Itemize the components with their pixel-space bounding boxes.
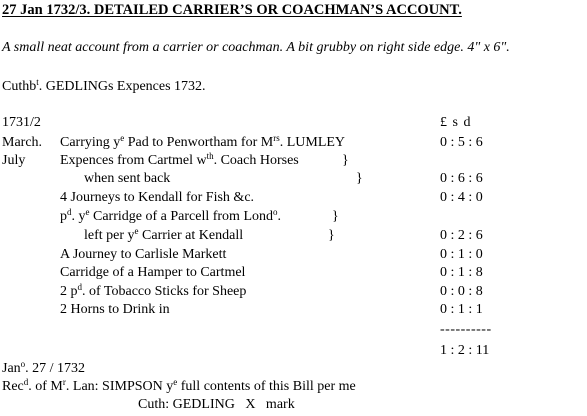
superscript-text: e [120, 133, 125, 143]
entry-text: Carridge of a Parcell from Lond [89, 209, 273, 224]
entry-text: 4 Journeys to Kendall for Fish &c. [60, 190, 255, 205]
entry-brace: } [356, 171, 363, 186]
entry-description [60, 191, 254, 205]
entry-text: . of M [28, 379, 63, 394]
entry-description [60, 133, 346, 150]
entry-text: p [60, 209, 67, 224]
entry-amount: 0 : 6 : 6 [440, 171, 483, 186]
entry-text: . y [71, 209, 86, 224]
entry-text: Carrying y [60, 135, 121, 150]
entry-description [60, 248, 226, 262]
entry-text: when sent back [84, 171, 171, 186]
entry-month: July [2, 153, 26, 168]
superscript-text: d [77, 282, 82, 292]
entry-amount: 0 : 1 : 1 [440, 302, 483, 317]
entry-amount: 0 : 1 : 8 [440, 265, 483, 280]
superscript-text: o [273, 207, 278, 217]
footer-date-pre: Jan [2, 361, 21, 376]
entry-month: March. [2, 135, 43, 150]
currency-header: £ s d [440, 115, 471, 130]
receipt-line [2, 377, 356, 394]
year-label: 1731/2 [2, 115, 41, 130]
heading-pre: Cuthb [2, 79, 37, 94]
superscript-text: e [85, 207, 90, 217]
dash-line: ---------- [440, 322, 492, 337]
superscript-text: th [206, 151, 214, 161]
entry-description [60, 207, 281, 224]
entry-text: 2 p [60, 284, 78, 299]
entry-brace: } [328, 228, 335, 243]
entry-text: Rec [2, 379, 24, 394]
document-description: A small neat account from a carrier or coachman. A bit grubby on right side edge. 4" x 6". [2, 40, 510, 55]
entry-text: . LUMLEY [279, 135, 346, 150]
entry-text: Carrier at Kendall [138, 228, 244, 243]
entry-text: A Journey to Carlisle Markett [60, 247, 227, 262]
entry-text: . [277, 209, 281, 224]
entry-text: . Coach Horses [213, 153, 299, 168]
entry-description [60, 303, 170, 317]
entry-text: full contents of this Bill per me [177, 379, 356, 394]
entry-text: . Lan: SIMPSON y [65, 379, 174, 394]
entry-description [60, 282, 247, 299]
signature-line: Cuth: GEDLING X mark [138, 397, 295, 412]
entry-description [84, 172, 170, 186]
entry-text: Pad to Penwortham for M [124, 135, 274, 150]
footer-date-sup: o [20, 359, 26, 369]
entry-text: 2 Horns to Drink in [60, 302, 170, 317]
superscript-text: rs [273, 133, 280, 143]
entry-amount: 0 : 0 : 8 [440, 284, 483, 299]
heading-post: . GEDLINGs Expences 1732. [38, 79, 206, 94]
entry-text: . of Tobacco Sticks for Sheep [82, 284, 247, 299]
entry-description [60, 151, 299, 168]
entry-text: Carridge of a Hamper to Cartmel [60, 265, 246, 280]
footer-date [2, 359, 86, 376]
entry-amount: 0 : 4 : 0 [440, 190, 483, 205]
heading-sup: t [36, 77, 39, 87]
entry-description [60, 266, 245, 280]
footer-date-post: . 27 / 1732 [25, 361, 86, 376]
document-title: 27 Jan 1732/3. DETAILED CARRIER’S OR COACHMAN’S ACCOUNT. [2, 2, 462, 18]
account-heading [2, 77, 206, 94]
total-amount: 1 : 2 : 11 [440, 343, 490, 358]
superscript-text: d [67, 207, 72, 217]
superscript-text: d [23, 377, 29, 387]
entry-brace: } [342, 153, 349, 168]
entry-text: left per y [84, 228, 135, 243]
superscript-text: r [62, 377, 66, 387]
entry-amount: 0 : 1 : 0 [440, 247, 483, 262]
entry-text: Expences from Cartmel w [60, 153, 207, 168]
entry-description [84, 226, 244, 243]
entry-brace: } [332, 209, 339, 224]
entry-amount: 0 : 2 : 6 [440, 228, 483, 243]
superscript-text: e [173, 377, 178, 387]
superscript-text: e [134, 226, 139, 236]
entry-amount: 0 : 5 : 6 [440, 135, 483, 150]
